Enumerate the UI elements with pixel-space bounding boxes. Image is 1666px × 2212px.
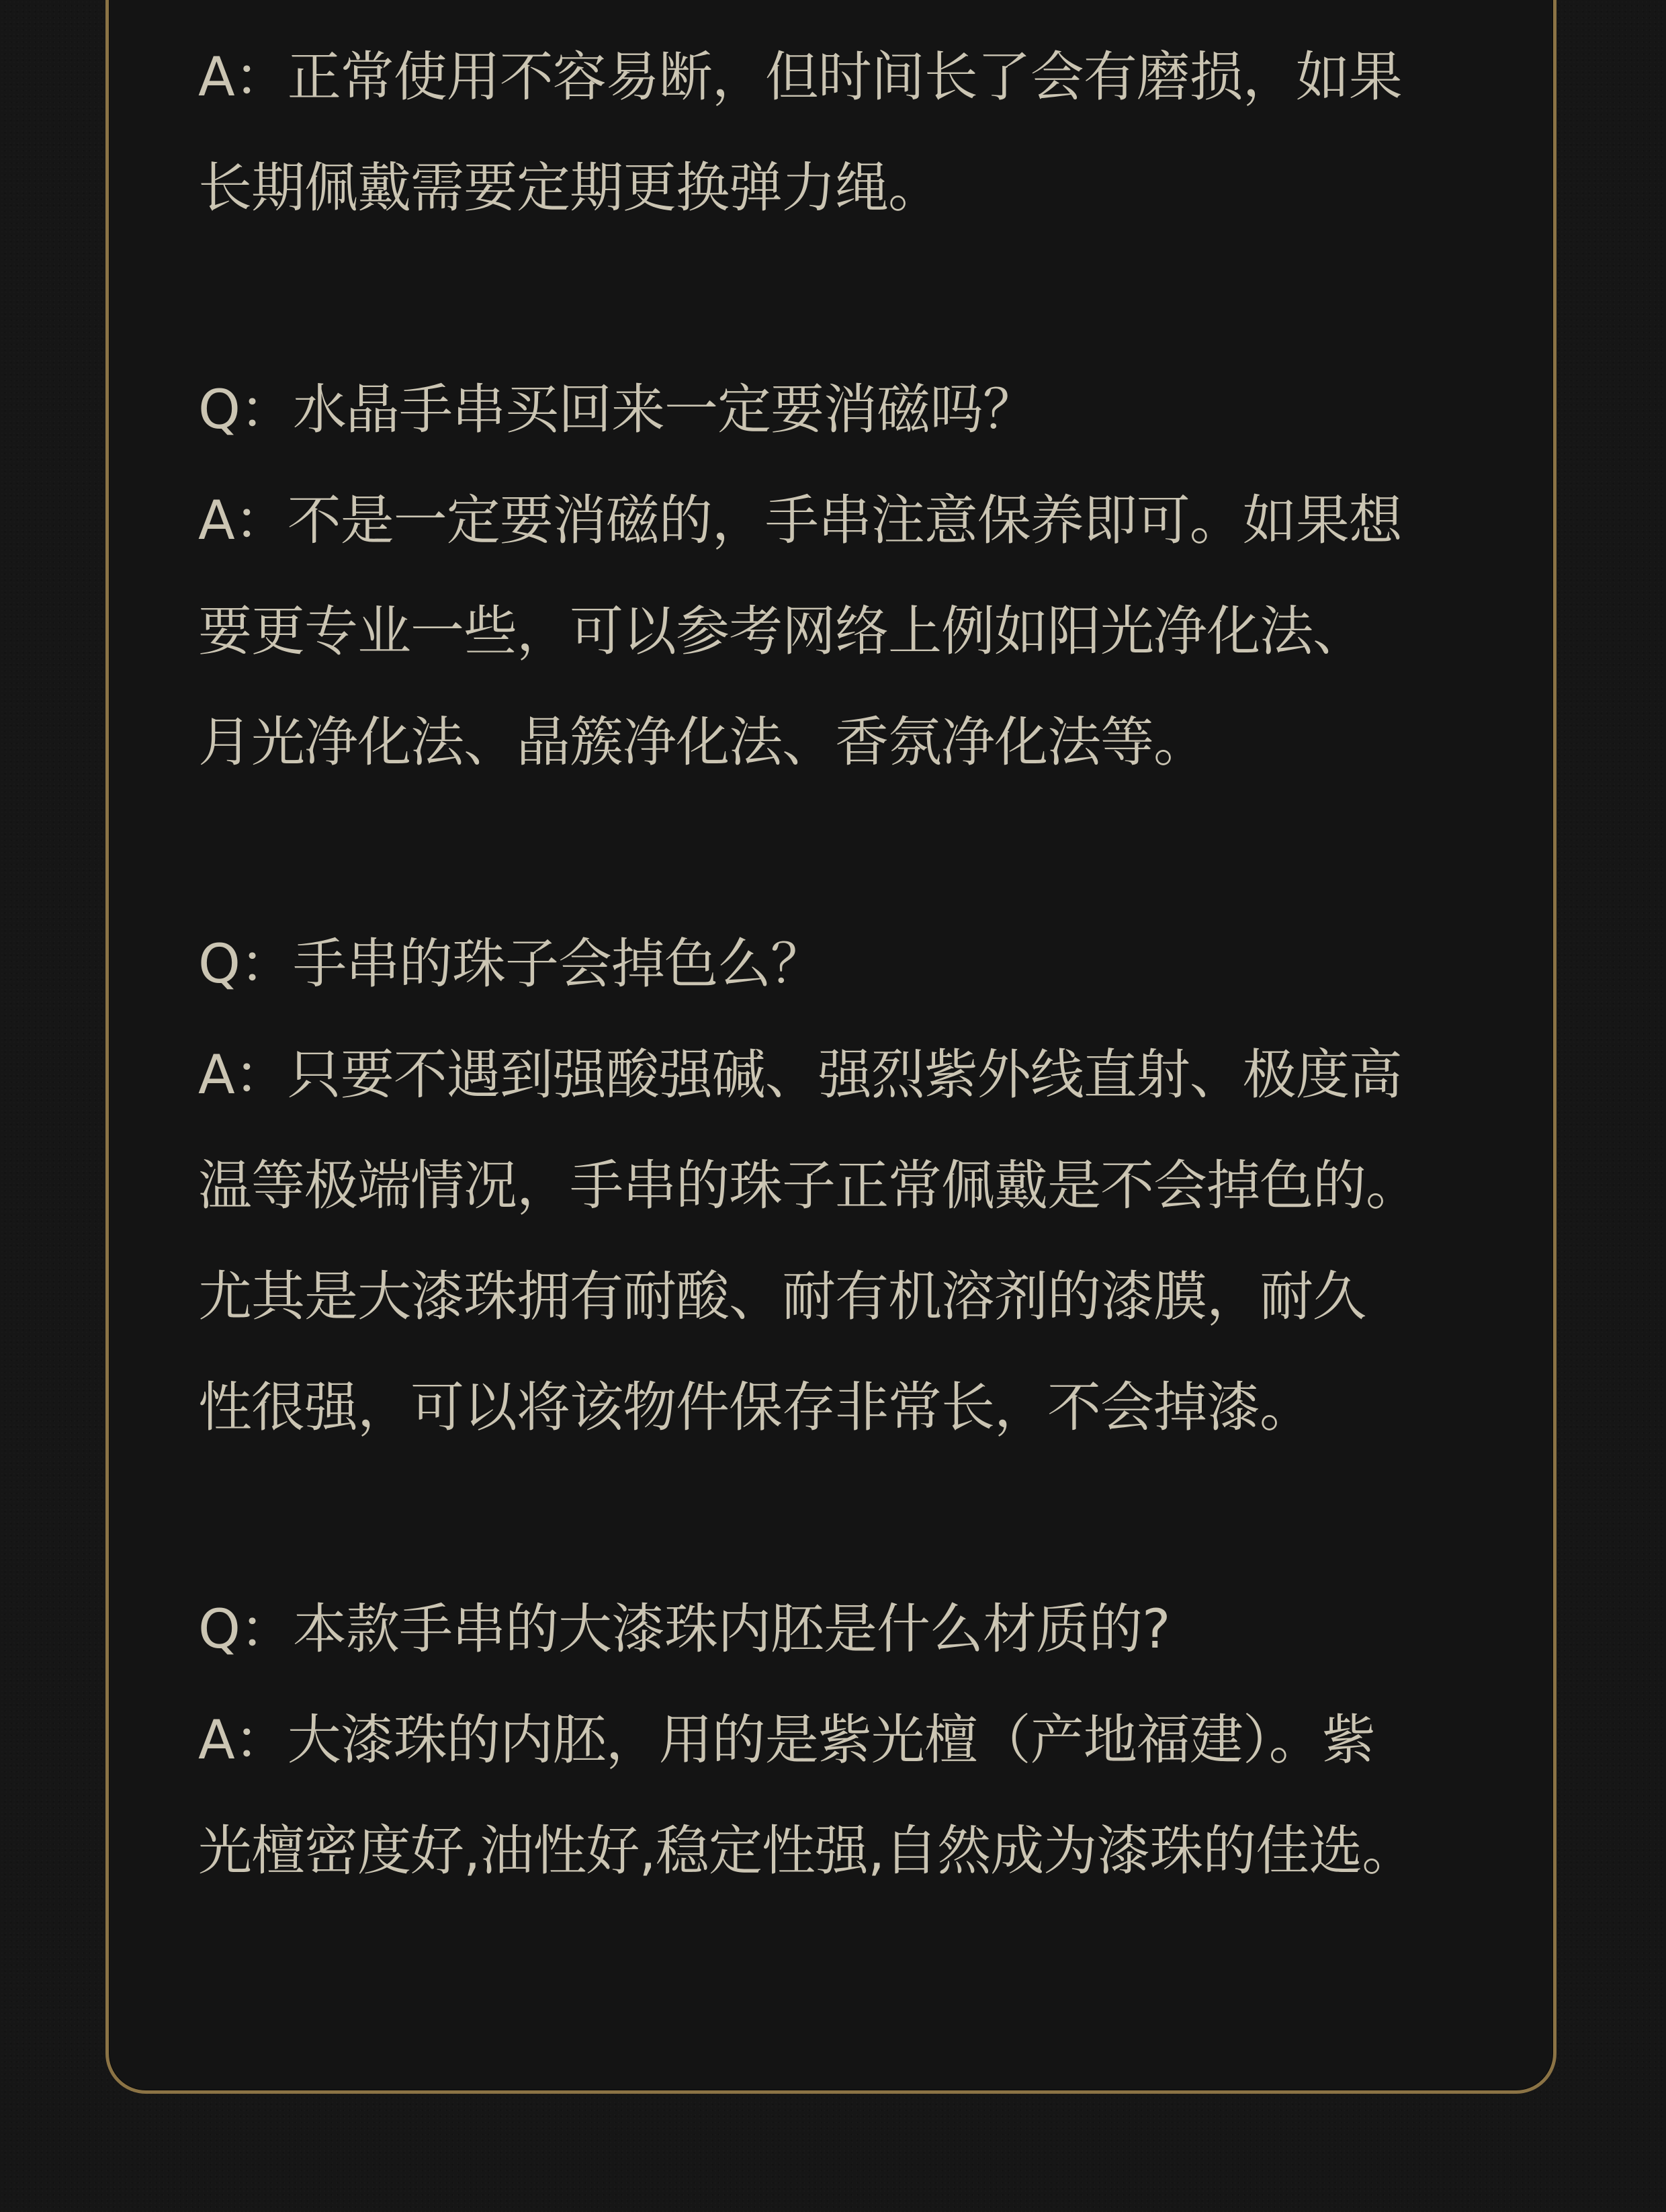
faq-2-answer-line-1: A：不是一定要消磁的，手串注意保养即可。如果想 — [198, 489, 1402, 552]
faq-2-question: Q：水晶手串买回来一定要消磁吗？ — [198, 378, 1036, 441]
faq-4-question: Q：本款手串的大漆珠内胚是什么材质的? — [198, 1598, 1170, 1660]
faq-1-answer-line-1: A：正常使用不容易断，但时间长了会有磨损，如果 — [198, 46, 1402, 108]
faq-2-answer-line-3: 月光净化法、晶簇净化法、香氛净化法等。 — [198, 711, 1207, 773]
faq-4-answer-line-2: 光檀密度好,油性好,稳定性强,自然成为漆珠的佳选。 — [198, 1820, 1415, 1882]
faq-4-answer-line-1: A：大漆珠的内胚，用的是紫光檀（产地福建）。紫 — [198, 1709, 1375, 1771]
faq-2-answer-line-2: 要更专业一些，可以参考网络上例如阳光净化法、 — [198, 600, 1366, 663]
faq-3-answer-line-4: 性很强，可以将该物件保存非常长，不会掉漆。 — [198, 1376, 1313, 1439]
faq-1-answer-line-2: 长期佩戴需要定期更换弹力绳。 — [198, 157, 941, 219]
faq-3-answer-line-1: A：只要不遇到强酸强碱、强烈紫外线直射、极度高 — [198, 1044, 1402, 1106]
faq-3-answer-line-3: 尤其是大漆珠拥有耐酸、耐有机溶剂的漆膜，耐久 — [198, 1265, 1366, 1328]
faq-3-question: Q：手串的珠子会掉色么？ — [198, 933, 824, 995]
faq-list — [198, 22, 1501, 1906]
spacer — [198, 1463, 1501, 1574]
spacer — [198, 798, 1501, 908]
faq-3-answer-line-2: 温等极端情况，手串的珠子正常佩戴是不会掉色的。 — [198, 1154, 1419, 1217]
spacer — [198, 243, 1501, 354]
